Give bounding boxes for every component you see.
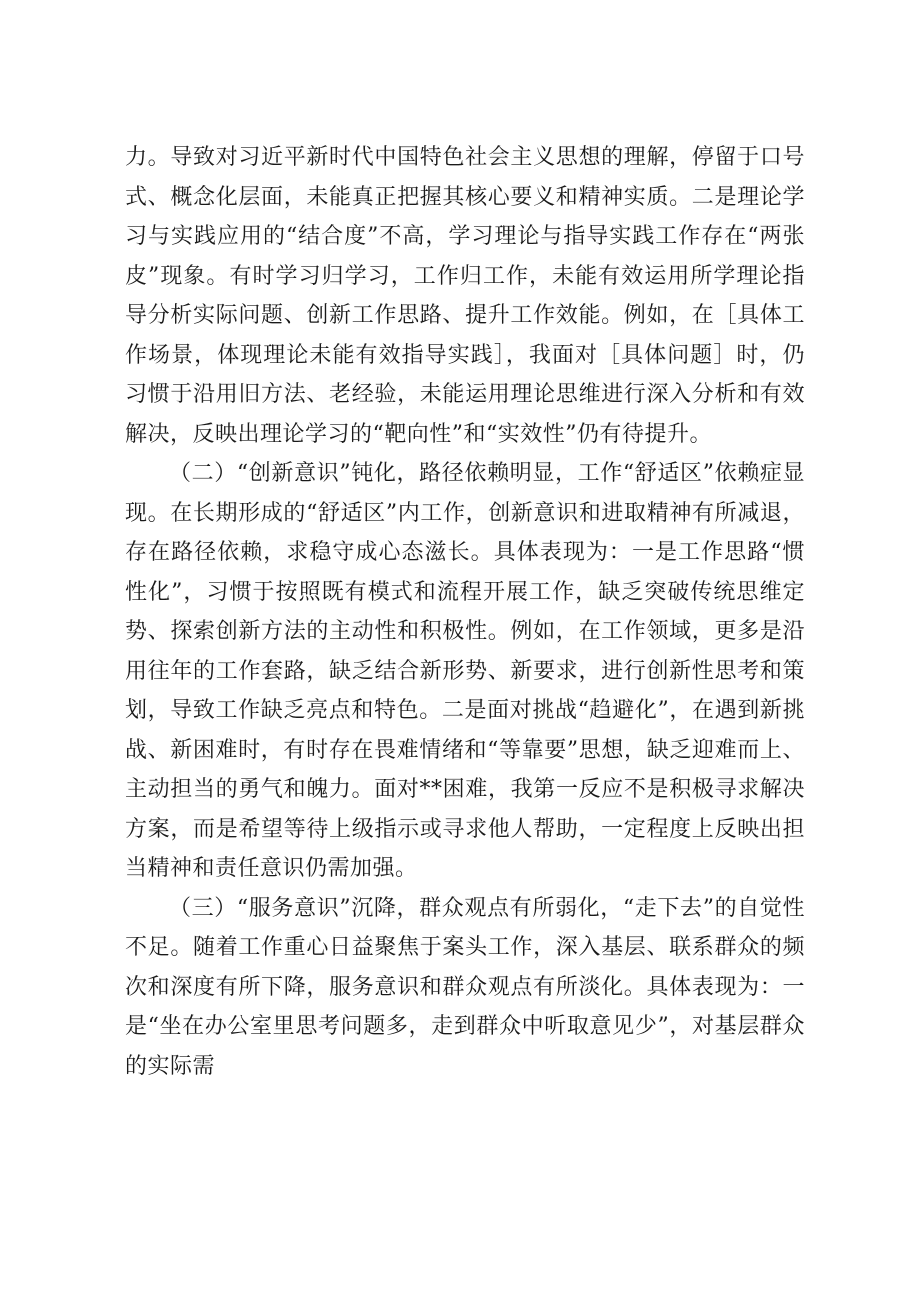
document-body [125, 138, 805, 1086]
paragraph-service-awareness: （三）“服务意识”沉降，群众观点有所弱化，“走下去”的自觉性不足。随着工作重心日益聚焦于案头工作，深入基层、联系群众的频次和深度有所下降，服务意识和群众观点有所淡化。具体表现为：一是“坐在办公室里思考问题多，走到群众中听取意见少”，对基层群众的实际需 [125, 895, 805, 1079]
paragraph-innovation-awareness: （二）“创新意识”钝化，路径依赖明显，工作“舒适区”依赖症显现。在长期形成的“舒适区”内工作，创新意识和进取精神有所减退，存在路径依赖，求稳守成心态滋长。具体表现为：一是工作思路“惯性化”，习惯于按照既有模式和流程开展工作，缺乏突破传统思维定势、探索创新方法的主动性和积极性。例如，在工作领域，更多是沿用往年的工作套路，缺乏结合新形势、新要求，进行创新性思考和策划，导致工作缺乏亮点和特色。二是面对挑战“趋避化”，在遇到新挑战、新困难时，有时存在畏难情绪和“等靠要”思想，缺乏迎难而上、主动担当的勇气和魄力。面对**困难，我第一反应不是积极寻求解决方案，而是希望等待上级指示或寻求他人帮助，一定程度上反映出担当精神和责任意识仍需加强。 [125, 461, 805, 881]
paragraph-theory-practice: 力。导致对习近平新时代中国特色社会主义思想的理解，停留于口号式、概念化层面，未能真正把握其核心要义和精神实质。二是理论学习与实践应用的“结合度”不高，学习理论与指导实践工作存在“两张皮”现象。有时学习归学习，工作归工作，未能有效运用所学理论指导分析实际问题、创新工作思路、提升工作效能。例如，在［具体工作场景，体现理论未能有效指导实践］，我面对［具体问题］时，仍习惯于沿用旧方法、老经验，未能运用理论思维进行深入分析和有效解决，反映出理论学习的“靶向性”和“实效性”仍有待提升。 [125, 145, 805, 447]
